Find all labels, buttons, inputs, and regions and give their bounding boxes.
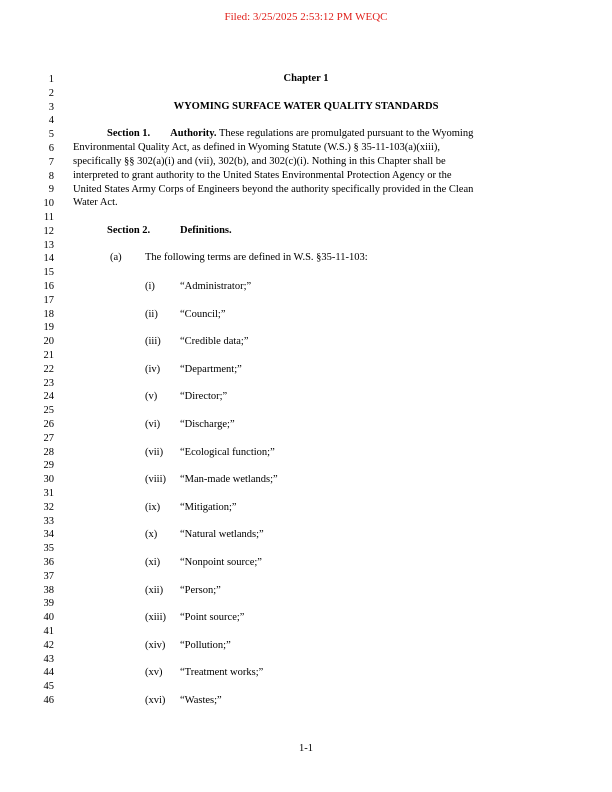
definition-term: “Point source;” — [180, 612, 245, 624]
section-1-text-line: United States Army Corps of Engineers beyond the authority specifically provided in the Clean — [73, 184, 474, 195]
definition-number: (viii) — [145, 474, 166, 486]
section-1-text-line: Environmental Quality Act, as defined in Wyoming Statute (W.S.) § 35-11-103(a)(xiii), — [73, 142, 440, 153]
line-number: 46 — [43, 695, 54, 706]
definition-term: “Discharge;” — [180, 419, 235, 430]
line-number: 29 — [43, 460, 54, 472]
definition-number: (xvi) — [145, 695, 166, 706]
definition-term: “Ecological function;” — [180, 446, 275, 458]
definition-term: “Mitigation;” — [180, 501, 237, 513]
line-number: 35 — [43, 543, 54, 555]
subsection-a-label: (a) — [110, 252, 122, 263]
line-number: 26 — [43, 419, 54, 430]
line-number: 3 — [48, 101, 54, 113]
line-number: 40 — [43, 612, 54, 624]
line-number: 14 — [43, 253, 54, 265]
line-number: 13 — [43, 239, 54, 251]
line-number: 16 — [43, 281, 54, 292]
line-number: 19 — [43, 322, 54, 334]
line-number: 45 — [43, 681, 54, 693]
line-number: 25 — [43, 405, 54, 417]
line-number: 32 — [43, 501, 54, 513]
line-number: 8 — [48, 170, 54, 182]
line-number: 6 — [48, 143, 54, 154]
definition-number: (xiii) — [145, 612, 166, 624]
line-number: 33 — [43, 515, 54, 527]
definition-term: “Administrator;” — [180, 281, 252, 292]
section-2-label: Section 2. — [107, 225, 151, 236]
definition-term: “Pollution;” — [180, 639, 231, 651]
definition-number: (x) — [145, 529, 158, 541]
section-1-text-line: specifically §§ 302(a)(i) and (vii), 302(b), and 302(c)(i). Nothing in this Chapter shall be — [73, 156, 446, 167]
line-number: 4 — [48, 115, 54, 127]
subsection-a-text: The following terms are defined in W.S. §35-11-103: — [145, 252, 368, 263]
definition-number: (xv) — [145, 667, 163, 679]
definition-number: (xii) — [145, 584, 164, 596]
section-1-label: Section 1. — [107, 128, 151, 139]
section-2-heading: Definitions. — [180, 225, 232, 236]
line-number: 15 — [43, 267, 54, 279]
definition-term: “Treatment works;” — [180, 667, 264, 679]
definition-number: (ii) — [145, 308, 158, 320]
line-number: 2 — [48, 87, 54, 99]
line-number: 37 — [43, 570, 54, 582]
line-number: 12 — [43, 225, 54, 237]
definition-term: “Credible data;” — [180, 336, 249, 348]
section-1-first-line — [107, 128, 473, 139]
definition-term: “Person;” — [180, 584, 221, 596]
section-1-text-line: Water Act. — [73, 197, 118, 208]
definition-term: “Council;” — [180, 308, 226, 320]
line-number: 22 — [43, 363, 54, 375]
line-number: 30 — [43, 474, 54, 486]
line-number: 27 — [43, 432, 54, 444]
line-number: 18 — [43, 308, 54, 320]
line-number: 39 — [43, 598, 54, 610]
definition-term: “Natural wetlands;” — [180, 529, 264, 541]
section-1-text-line: These regulations are promulgated pursuant to the Wyoming — [219, 128, 474, 139]
definition-number: (vi) — [145, 419, 161, 430]
line-number: 44 — [43, 667, 54, 679]
line-number: 5 — [48, 129, 54, 141]
line-number: 11 — [43, 212, 54, 223]
chapter-heading: Chapter 1 — [283, 73, 329, 84]
section-1-heading: Authority. — [170, 128, 217, 139]
line-number: 10 — [43, 198, 54, 210]
line-number: 1 — [48, 74, 54, 85]
page-number: 1-1 — [299, 743, 313, 754]
definition-number: (xiv) — [145, 639, 166, 651]
definition-term: “Director;” — [180, 391, 228, 403]
line-number: 31 — [43, 488, 54, 499]
definition-term: “Department;” — [180, 363, 242, 375]
line-number: 24 — [43, 391, 54, 403]
line-number: 23 — [43, 377, 54, 389]
definition-term: “Man-made wetlands;” — [180, 474, 278, 486]
definition-term: “Nonpoint source;” — [180, 557, 262, 568]
line-number: 38 — [43, 584, 54, 596]
definition-number: (v) — [145, 391, 158, 403]
filed-stamp: Filed: 3/25/2025 2:53:12 PM WEQC — [224, 11, 388, 23]
definition-number: (vii) — [145, 446, 164, 458]
definition-term: “Wastes;” — [180, 695, 222, 706]
line-number: 17 — [43, 294, 54, 306]
line-number: 41 — [43, 626, 54, 637]
line-number: 43 — [43, 653, 54, 665]
line-number: 42 — [43, 639, 54, 651]
definition-number: (iii) — [145, 336, 161, 348]
definition-number: (ix) — [145, 501, 161, 513]
line-number: 7 — [48, 156, 54, 168]
section-1-text-line: interpreted to grant authority to the United States Environmental Protection Agency or the — [73, 170, 452, 181]
line-number: 28 — [43, 446, 54, 458]
line-number: 34 — [43, 529, 54, 541]
line-number: 9 — [48, 184, 54, 196]
line-number: 36 — [43, 557, 54, 568]
document-title: WYOMING SURFACE WATER QUALITY STANDARDS — [173, 101, 439, 112]
definition-number: (i) — [145, 281, 155, 292]
definition-number: (xi) — [145, 557, 161, 568]
definition-number: (iv) — [145, 363, 161, 375]
line-number: 21 — [43, 350, 54, 361]
line-number: 20 — [43, 336, 54, 348]
